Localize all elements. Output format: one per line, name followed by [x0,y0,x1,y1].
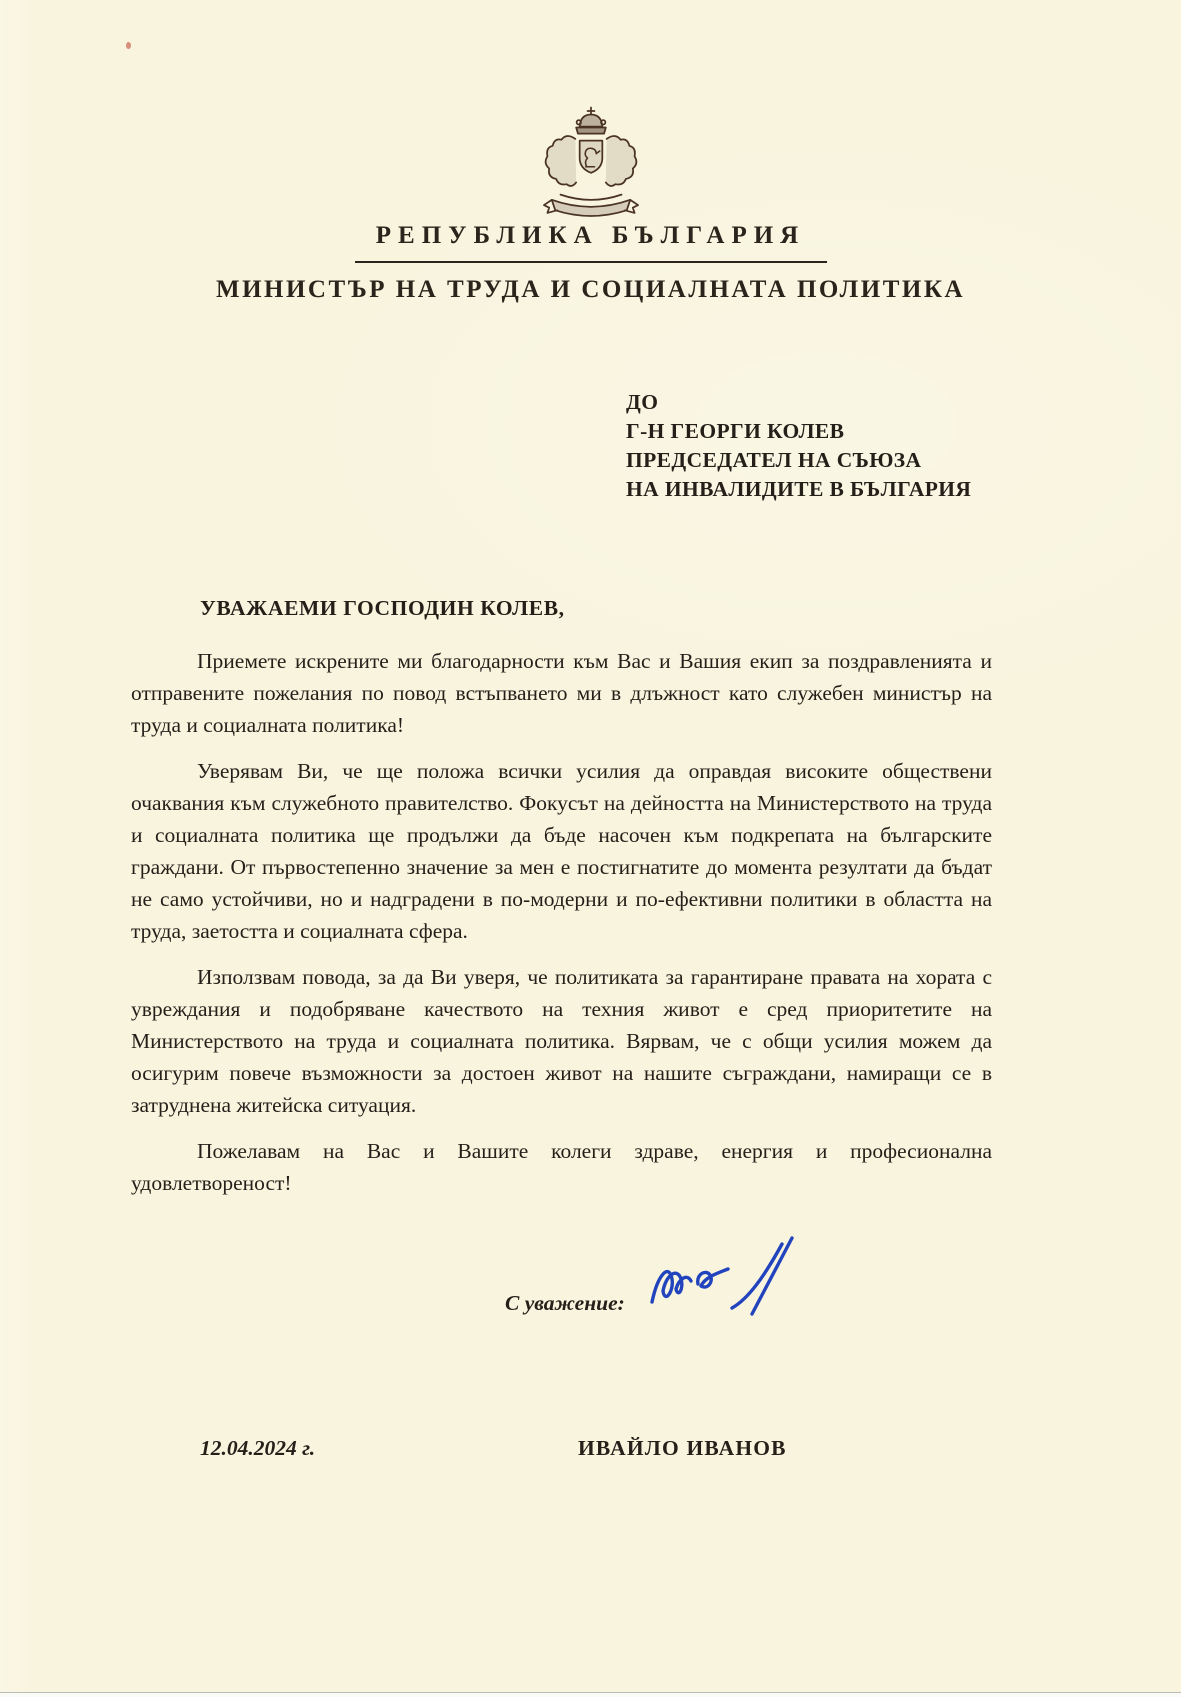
republic-heading: РЕПУБЛИКА БЪЛГАРИЯ [375,222,806,249]
paragraph-2: Уверявам Ви, че ще положа всички усилия да оправдая високите обществени очаквания към служебното правителство. Фокусът на дейността на Министерството на труда и социалната политика ще продължи да бъде насочен към подкрепата на българските граждани. От първостепенно значение за мен е постигнатите до момента резултати да бъдат не само устойчиви, но и надградени в по-модерни и по-ефективни политики в областта на труда, заетостта и социалната сфера. [131,759,992,943]
recipient-line-name: Г-Н ГЕОРГИ КОЛЕВ [626,419,845,443]
recipient-line-to: ДО [626,390,659,414]
recipient-line-title-1: ПРЕДСЕДАТЕЛ НА СЪЮЗА [626,448,922,472]
closing-regards: С уважение: [505,1291,625,1315]
paragraph-1: Приемете искрените ми благодарности към Вас и Вашия екип за поздравленията и отправените пожелания по повод встъпването ми в длъжност като служебен министър на труда и социалната политика! [131,649,992,737]
recipient-block [626,388,971,504]
paragraph-3: Използвам повода, за да Ви уверя, че политиката за гарантиране правата на хората с увреждания и подобряване качеството на техния живот е сред приоритетите на Министерството на труда и социалната политика. Вярвам, че с общи усилия можем да осигурим повече възможности за достоен живот на нашите съграждани, намиращи се в затруднена житейска ситуация. [131,965,992,1117]
minister-title: МИНИСТЪР НА ТРУДА И СОЦИАЛНАТА ПОЛИТИКА [215,276,966,303]
letter-date: 12.04.2024 г. [200,1436,316,1460]
signatory-name: ИВАЙЛО ИВАНОВ [578,1436,787,1460]
header-underline [355,261,827,263]
salutation: УВАЖАЕМИ ГОСПОДИН КОЛЕВ, [200,596,565,620]
paragraph-4: Пожелавам на Вас и Вашите колеги здраве, енергия и професионална удовлетвореност! [131,1139,992,1195]
scan-speck [126,42,131,49]
bulgarian-coat-of-arms-icon [525,104,657,226]
scan-bottom-edge [0,1692,1181,1697]
letter-body [131,645,992,1213]
handwritten-signature-icon [638,1228,810,1336]
recipient-line-title-2: НА ИНВАЛИДИТЕ В БЪЛГАРИЯ [626,477,972,501]
